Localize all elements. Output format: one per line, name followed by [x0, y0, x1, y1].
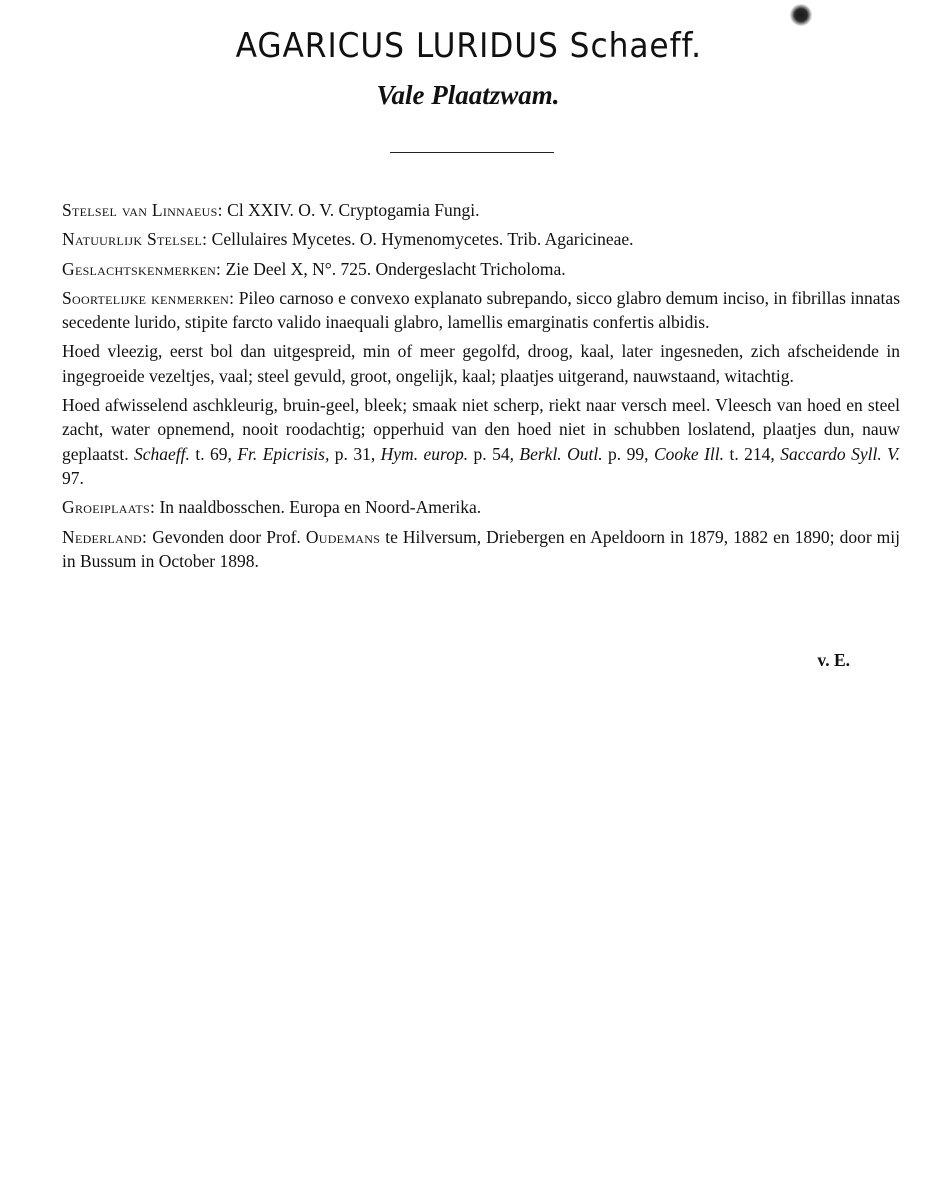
document-body — [62, 198, 900, 573]
text-geslacht: Zie Deel X, N°. 725. Ondergeslacht Tricholoma. — [221, 258, 566, 279]
ref-cooke-ill: Cooke Ill. — [653, 443, 725, 464]
ink-speck — [790, 4, 812, 26]
text-nederland-b: te Hilversum, Driebergen en Apeldoorn in 1879, 1882 en 1890; door mij in Bussum in October 1898. — [62, 526, 901, 571]
divider-rule — [390, 152, 554, 153]
name-oudemans: Oudemans — [305, 526, 381, 547]
paragraph-hoed-2 — [62, 393, 900, 490]
ref-berkl-outl-loc: p. 99, — [602, 443, 654, 464]
page-subtitle: Vale Plaatzwam. — [376, 80, 560, 110]
label-natuurlijk: Natuurlijk Stelsel: — [62, 229, 208, 250]
ref-epicrisis: Fr. Epicrisis, — [237, 443, 330, 464]
ref-epicrisis-loc: p. 31, — [329, 443, 381, 464]
text-soort: Pileo carnoso e convexo explanato subrepando, sicco glabro demum inciso, in fibrillas innatas secedente lurido, stipite farcto valido inaequali glabro, lamellis emarginatis confertis albidis. — [62, 287, 901, 333]
ref-cooke-ill-loc: t. 214, — [724, 443, 781, 464]
paragraph-geslacht — [62, 257, 900, 281]
paragraph-hoed-1: Hoed vleezig, eerst bol dan uitgespreid, min of meer gegolfd, droog, kaal, later ingesneden, zich afscheidende in ingegroeide vezeltjes, vaal; steel gevuld, groot, ongelijk, kaal; plaatjes uitgerand, nauwstaand, witachtig. — [62, 341, 900, 386]
label-linnaeus: Stelsel van Linnaeus: — [62, 200, 223, 220]
ref-saccardo-syll: Saccardo Syll. V. — [780, 443, 900, 464]
paragraph-groeiplaats — [62, 495, 900, 519]
ref-saccardo-syll-loc: 97. — [62, 467, 84, 488]
paragraph-linnaeus — [62, 198, 900, 222]
text-natuurlijk: Cellulaires Mycetes. O. Hymenomycetes. Trib. Agaricineae. — [207, 229, 634, 250]
author-signature: v. E. — [817, 650, 850, 670]
paragraph-soort — [62, 286, 900, 335]
label-nederland: Nederland: — [62, 526, 148, 547]
ref-hym-europ: Hym. europ. — [380, 443, 469, 464]
ref-schaeff: Schaeff. — [134, 443, 190, 464]
paragraph-natuurlijk — [62, 227, 900, 251]
ref-schaeff-loc: t. 69, — [189, 443, 238, 464]
text-nederland-a: Gevonden door Prof. — [147, 526, 306, 547]
text-hoed-2: Hoed afwisselend aschkleurig, bruin-geel, bleek; smaak niet scherp, riekt naar versch meel. Vleesch van hoed en steel zacht, water opnemend, nooit roodachtig; opperhuid van den hoed niet in schubben loslatend, plaatjes dun, nauw geplaatst. — [62, 395, 900, 464]
label-geslacht: Geslachtskenmerken: — [62, 258, 222, 279]
ref-berkl-outl: Berkl. Outl. — [519, 443, 603, 464]
page-title: AGARICUS LURIDUS Schaeff. — [235, 26, 703, 66]
label-groeiplaats: Groeiplaats: — [62, 497, 156, 518]
label-soort: Soortelijke kenmerken: — [62, 287, 235, 308]
paragraph-nederland — [62, 525, 900, 574]
text-groeiplaats: In naaldbosschen. Europa en Noord-Amerika. — [155, 497, 482, 518]
text-linnaeus: Cl XXIV. O. V. Cryptogamia Fungi. — [222, 200, 480, 220]
ref-hym-europ-loc: p. 54, — [468, 443, 520, 464]
